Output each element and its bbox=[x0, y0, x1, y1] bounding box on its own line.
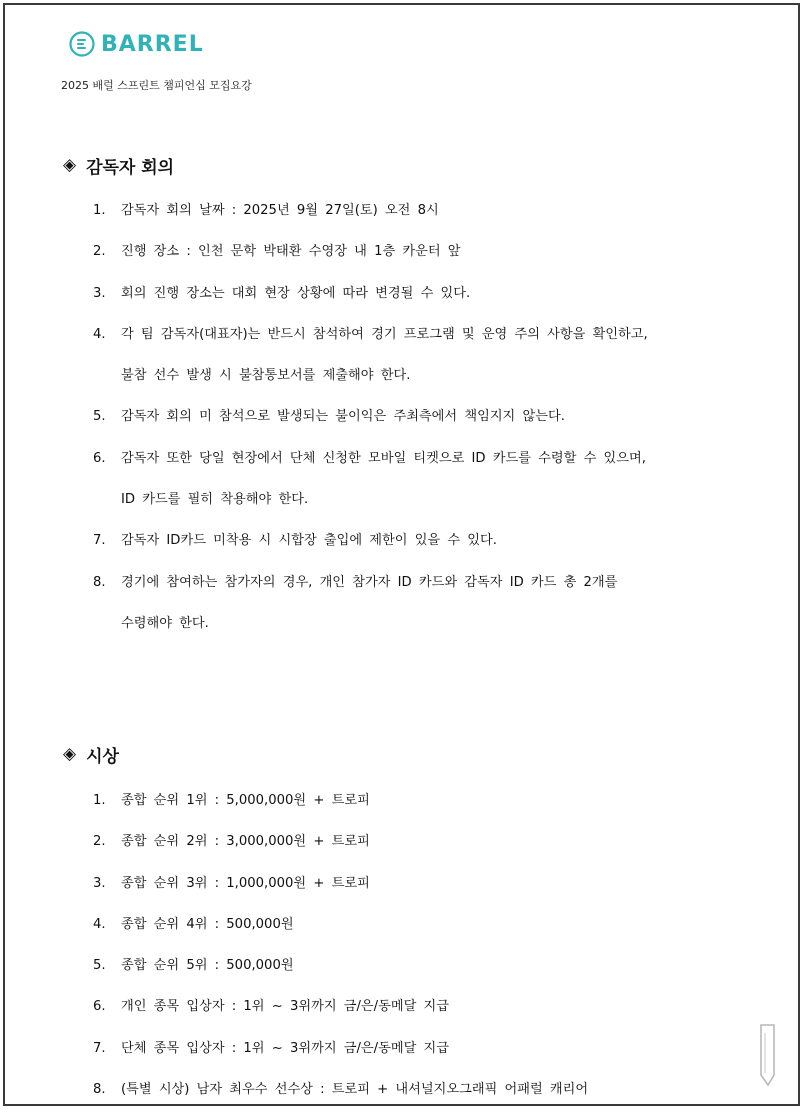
list-item-line bbox=[5, 821, 798, 862]
list-item-text: 불참 선수 발생 시 불참통보서를 제출해야 한다. bbox=[121, 368, 411, 384]
list-item-line bbox=[5, 904, 798, 945]
section-title: 감독자 회의 bbox=[86, 158, 175, 178]
list-item-line bbox=[5, 355, 798, 396]
list-item-line bbox=[5, 986, 798, 1027]
list-item-number: 7. bbox=[93, 1040, 106, 1056]
list-item-text: 감독자 ID카드 미착용 시 시합장 출입에 제한이 있을 수 있다. bbox=[121, 533, 497, 549]
page-curl-bookmark-icon bbox=[758, 1023, 778, 1093]
list-item-line bbox=[5, 520, 798, 561]
list-item-text: 개인 종목 입상자 : 1위 ~ 3위까지 금/은/동메달 지급 bbox=[121, 999, 449, 1015]
list-item bbox=[5, 273, 798, 314]
list-item bbox=[5, 520, 798, 561]
diamond-bullet-icon: ◈ bbox=[63, 155, 77, 175]
list-item bbox=[5, 190, 798, 231]
list-item-number: 2. bbox=[93, 834, 106, 850]
list-item-text: 단체 종목 입상자 : 1위 ~ 3위까지 금/은/동메달 지급 bbox=[121, 1040, 449, 1056]
list-item-line bbox=[5, 603, 798, 644]
list-item bbox=[5, 863, 798, 904]
list-item-line bbox=[5, 479, 798, 520]
list-item-number: 1. bbox=[93, 203, 106, 218]
list-item-line bbox=[5, 314, 798, 355]
list-item-line bbox=[5, 190, 798, 231]
list-item bbox=[5, 396, 798, 437]
list-item-line bbox=[5, 438, 798, 479]
list-item-text: 회의 진행 장소는 대회 현장 상황에 따라 변경될 수 있다. bbox=[121, 285, 471, 301]
list-item-number: 2. bbox=[93, 244, 106, 260]
list-item-text: 감독자 또한 당일 현장에서 단체 신청한 모바일 티켓으로 ID 카드를 수령할 수 있으며, bbox=[121, 450, 646, 466]
list-item-text: 감독자 회의 미 참석으로 발생되는 불이익은 주최측에서 책임지지 않는다. bbox=[121, 409, 565, 425]
list-item-number: 3. bbox=[93, 875, 106, 891]
list-item bbox=[5, 314, 798, 397]
list-item-text: ID 카드를 필히 착용해야 한다. bbox=[121, 492, 309, 508]
list-item-line bbox=[5, 273, 798, 314]
list-item-number: 5. bbox=[93, 958, 106, 974]
list-item bbox=[5, 438, 798, 521]
list-item bbox=[5, 986, 798, 1027]
list-item-text: 감독자 회의 날짜 : 2025년 9월 27일(토) 오전 8시 bbox=[121, 203, 439, 218]
awards-list bbox=[5, 780, 798, 1106]
list-item bbox=[5, 780, 798, 821]
list-item-number: 3. bbox=[93, 285, 106, 301]
list-item-text: 각 팀 감독자(대표자)는 반드시 참석하여 경기 프로그램 및 운영 주의 사항을 확인하고, bbox=[121, 326, 648, 342]
list-item bbox=[5, 821, 798, 862]
list-item-text: 종합 순위 2위 : 3,000,000원 + 트로피 bbox=[121, 834, 370, 850]
barrel-logo-icon bbox=[69, 31, 95, 57]
section-heading-supervisor-meeting bbox=[63, 153, 174, 178]
list-item-number: 6. bbox=[93, 999, 106, 1015]
section-heading-awards bbox=[63, 742, 119, 767]
list-item bbox=[5, 1069, 798, 1106]
list-item-text: 종합 순위 5위 : 500,000원 bbox=[121, 958, 294, 974]
list-item-line bbox=[5, 396, 798, 437]
list-item-line bbox=[5, 780, 798, 821]
list-item-text: 종합 순위 1위 : 5,000,000원 + 트로피 bbox=[121, 793, 370, 808]
list-item-line bbox=[5, 1069, 798, 1106]
list-item-number: 6. bbox=[93, 450, 106, 466]
list-item-line bbox=[5, 863, 798, 904]
list-item-line bbox=[5, 945, 798, 986]
list-item-line bbox=[5, 1028, 798, 1069]
list-item bbox=[5, 562, 798, 645]
list-item-number: 7. bbox=[93, 533, 106, 549]
document-page bbox=[3, 3, 800, 1106]
document-subtitle: 2025 배럴 스프린트 챔피언십 모집요강 bbox=[61, 79, 252, 92]
list-item-line bbox=[5, 562, 798, 603]
list-item-number: 8. bbox=[93, 1082, 106, 1098]
list-item-number: 8. bbox=[93, 574, 106, 590]
list-item-text: 진행 장소 : 인천 문학 박태환 수영장 내 1층 카운터 앞 bbox=[121, 244, 461, 260]
supervisor-meeting-list bbox=[5, 190, 798, 644]
list-item bbox=[5, 945, 798, 986]
list-item-number: 4. bbox=[93, 916, 106, 932]
barrel-logo bbox=[69, 31, 204, 57]
list-item bbox=[5, 231, 798, 272]
list-item bbox=[5, 1028, 798, 1069]
list-item-number: 5. bbox=[93, 409, 106, 425]
list-item-text: 수령해야 한다. bbox=[121, 615, 209, 631]
list-item-text: 종합 순위 3위 : 1,000,000원 + 트로피 bbox=[121, 875, 370, 891]
list-item-text: 경기에 참여하는 참가자의 경우, 개인 참가자 ID 카드와 감독자 ID 카드 총 2개를 bbox=[121, 574, 618, 590]
logo-text: BARREL bbox=[101, 31, 204, 57]
list-item bbox=[5, 904, 798, 945]
list-item-number: 4. bbox=[93, 326, 106, 342]
diamond-bullet-icon: ◈ bbox=[63, 744, 77, 764]
list-item-text: (특별 시상) 남자 최우수 선수상 : 트로피 + 내셔널지오그래픽 어패럴 캐리어 bbox=[121, 1082, 589, 1098]
section-title: 시상 bbox=[86, 747, 119, 767]
list-item-number: 1. bbox=[93, 793, 106, 808]
list-item-text: 종합 순위 4위 : 500,000원 bbox=[121, 916, 294, 932]
list-item-line bbox=[5, 231, 798, 272]
